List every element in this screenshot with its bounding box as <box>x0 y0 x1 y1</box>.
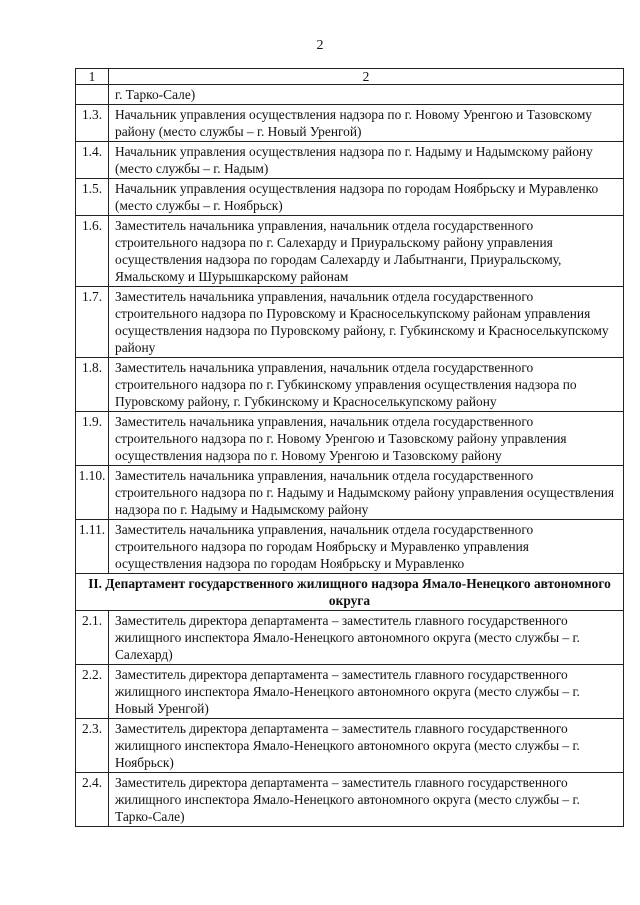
continuation-num-cell <box>76 85 109 105</box>
row-position-title: Заместитель начальника управления, начальник отдела государственного строительного надзора по г. Новому Уренгою и Тазовскому району управления осуществления надзора по г. Новому Уренгою и Тазовскому району <box>109 412 624 466</box>
table-row <box>76 773 624 827</box>
row-number: 1.5. <box>76 179 109 216</box>
row-position-title: Заместитель начальника управления, начальник отдела государственного строительного надзора по г. Надыму и Надымскому району управления осуществления надзора по г. Надыму и Надымскому району <box>109 466 624 520</box>
row-position-title: Заместитель начальника управления, начальник отдела государственного строительного надзора по г. Губкинскому управления осуществления надзора по Пуровскому району, г. Губкинскому и Красноселькупскому району <box>109 358 624 412</box>
row-number: 1.11. <box>76 520 109 574</box>
table-row <box>76 611 624 665</box>
table-row <box>76 105 624 142</box>
table-row <box>76 719 624 773</box>
row-position-title: Заместитель директора департамента – заместитель главного государственного жилищного инспектора Ямало-Ненецкого автономного округа (место службы – г. Новый Уренгой) <box>109 665 624 719</box>
row-number: 1.6. <box>76 216 109 287</box>
row-number: 1.9. <box>76 412 109 466</box>
row-position-title: Начальник управления осуществления надзора по городам Ноябрьску и Муравленко (место службы – г. Ноябрьск) <box>109 179 624 216</box>
row-position-title: Заместитель начальника управления, начальник отдела государственного строительного надзора по г. Салехарду и Приуральскому району управления осуществления надзора по городам Салехарду и Лабытнанги, Приуральскому, Ямальскому и Шурышкарскому районам <box>109 216 624 287</box>
row-number: 1.7. <box>76 287 109 358</box>
table-row <box>76 665 624 719</box>
table-row <box>76 287 624 358</box>
table-header-row <box>76 69 624 85</box>
table-row <box>76 216 624 287</box>
table-row <box>76 412 624 466</box>
row-position-title: Заместитель начальника управления, начальник отдела государственного строительного надзора по городам Ноябрьску и Муравленко управления осуществления надзора по городам Ноябрьску и Муравленко <box>109 520 624 574</box>
row-position-title: Заместитель начальника управления, начальник отдела государственного строительного надзора по Пуровскому и Красноселькупскому районам управления осуществления надзора по Пуровскому району, г. Губкинскому и Красноселькупскому району <box>109 287 624 358</box>
row-position-title: Заместитель директора департамента – заместитель главного государственного жилищного инспектора Ямало-Ненецкого автономного округа (место службы – г. Ноябрьск) <box>109 719 624 773</box>
row-number: 1.8. <box>76 358 109 412</box>
page-number: 2 <box>316 38 324 53</box>
table-row <box>76 466 624 520</box>
continuation-row <box>76 85 624 105</box>
row-number: 2.1. <box>76 611 109 665</box>
table-row <box>76 142 624 179</box>
row-number: 1.3. <box>76 105 109 142</box>
table-row <box>76 358 624 412</box>
row-number: 1.4. <box>76 142 109 179</box>
row-number: 2.2. <box>76 665 109 719</box>
row-number: 2.4. <box>76 773 109 827</box>
header-col-2: 2 <box>109 69 624 85</box>
positions-table <box>75 68 624 827</box>
table-row <box>76 179 624 216</box>
row-position-title: Заместитель директора департамента – заместитель главного государственного жилищного инспектора Ямало-Ненецкого автономного округа (место службы – г. Салехард) <box>109 611 624 665</box>
table-row <box>76 520 624 574</box>
continuation-text: г. Тарко-Сале) <box>109 85 624 105</box>
row-position-title: Заместитель директора департамента – заместитель главного государственного жилищного инспектора Ямало-Ненецкого автономного округа (место службы – г. Тарко-Сале) <box>109 773 624 827</box>
positions-table-body <box>76 69 624 827</box>
row-number: 1.10. <box>76 466 109 520</box>
row-position-title: Начальник управления осуществления надзора по г. Новому Уренгою и Тазовскому району (место службы – г. Новый Уренгой) <box>109 105 624 142</box>
header-col-1: 1 <box>76 69 109 85</box>
section-title: II. Департамент государственного жилищного надзора Ямало-Ненецкого автономного округа <box>76 574 624 611</box>
section-header-row <box>76 574 624 611</box>
row-number: 2.3. <box>76 719 109 773</box>
row-position-title: Начальник управления осуществления надзора по г. Надыму и Надымскому району (место службы – г. Надым) <box>109 142 624 179</box>
